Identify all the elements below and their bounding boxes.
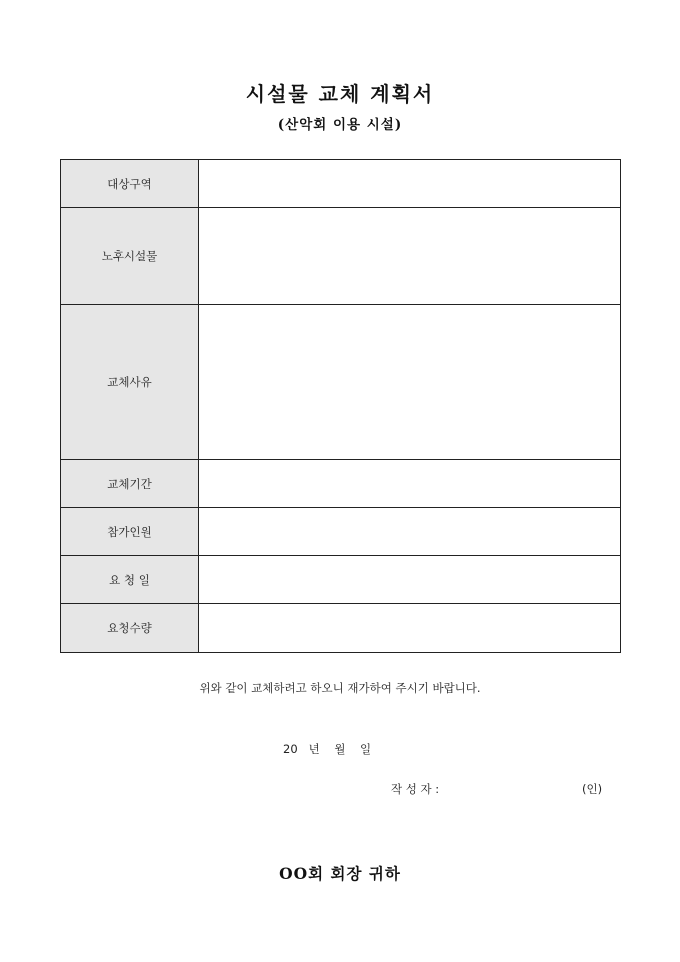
- addressee: OO회 회장 귀하: [279, 864, 401, 883]
- form-row-old-facility: [61, 208, 621, 305]
- old-facility-field[interactable]: [199, 208, 621, 305]
- row-label: 교체사유: [61, 305, 199, 460]
- form-row-replacement-period: [61, 460, 621, 508]
- form-row-request-date: [61, 556, 621, 604]
- request-quantity-field[interactable]: [199, 604, 621, 653]
- row-label: 요 청 일: [61, 556, 199, 604]
- form-row-replacement-reason: [61, 305, 621, 460]
- document-title: 시설물 교체 계획서: [245, 82, 435, 106]
- form-row-target-area: [61, 160, 621, 208]
- form-row-request-quantity: [61, 604, 621, 653]
- row-label: 요청수량: [61, 604, 199, 653]
- participants-field[interactable]: [199, 508, 621, 556]
- request-date-field[interactable]: [199, 556, 621, 604]
- row-label: 대상구역: [61, 160, 199, 208]
- seal-mark: (인): [582, 782, 603, 796]
- row-label: 참가인원: [61, 508, 199, 556]
- document-subtitle: (산악회 이용 시설): [277, 117, 403, 133]
- row-label: 교체기간: [61, 460, 199, 508]
- plan-form-table: [60, 159, 621, 653]
- request-statement: 위와 같이 교체하려고 하오니 재가하여 주시기 바랍니다.: [199, 681, 481, 695]
- row-label: 노후시설물: [61, 208, 199, 305]
- replacement-reason-field[interactable]: [199, 305, 621, 460]
- date-line: 20 년 월 일: [283, 742, 372, 756]
- target-area-field[interactable]: [199, 160, 621, 208]
- replacement-period-field[interactable]: [199, 460, 621, 508]
- form-row-participants: [61, 508, 621, 556]
- author-label: 작 성 자 :: [391, 782, 440, 796]
